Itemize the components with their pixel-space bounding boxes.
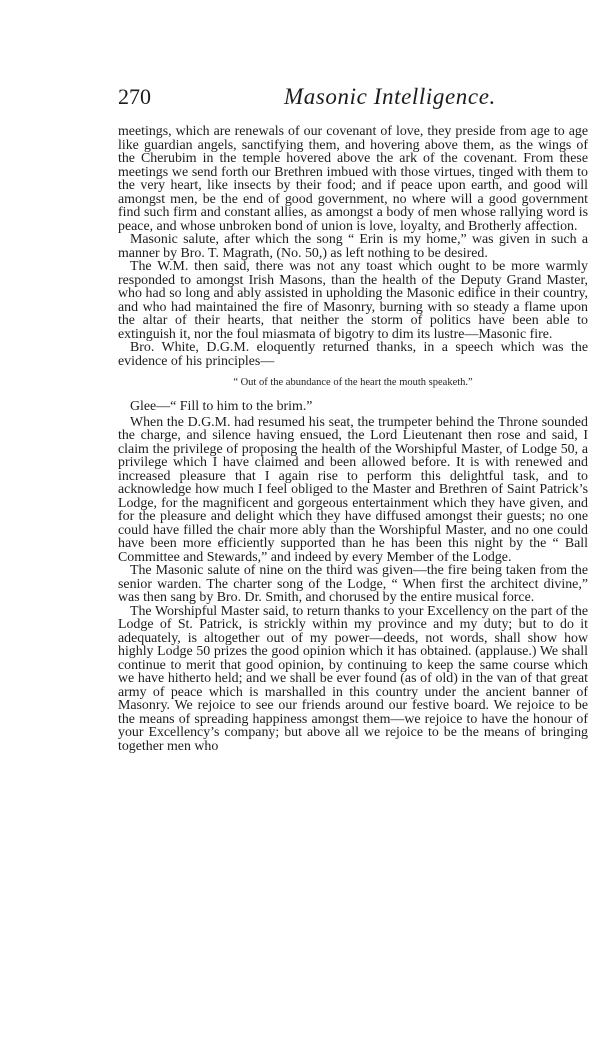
paragraph-worshipful-master-reply: The Worshipful Master said, to return thanks to your Excellency on the part of the Lodge of St. Patrick, is strickly within my province and my duty; but to do it adequately, is altogether out of my power—deeds, not words, shall show how highly Lodge 50 prizes the good opinion which it has obtained. (applause.) We shall continue to merit that good opinion, by continuing to keep the same course which we have hitherto held; and we shall be ever found (as of old) in the van of that great army of peace which is marshalled in this country under the ancient banner of Masonry. We rejoice to see our friends around our festive board. We rejoice to be the means of spreading happiness amongst them—we rejoice to have the honour of your Excellency’s company; but above all we rejoice to be the means of bringing together men who (118, 603, 588, 754)
page-body (118, 125, 588, 753)
quotation: “ Out of the abundance of the heart the mouth speaketh.” (233, 377, 473, 388)
paragraph-lord-lieutenant-speech: When the D.G.M. had resumed his seat, the trumpeter behind the Throne sounded the charge, and silence having ensued, the Lord Lieutenant then rose and said, I claim the privilege of proposing the health of the Worshipful Master, of Lodge 50, a privilege which I have claimed and been allowed before. It is with renewed and increased pleasure that I again rise to perform this delightful task, and to acknowledge how much I feel obliged to the Master and Brethren of Saint Patrick’s Lodge, for the magnificent and gorgeous entertainment which they have given, and for the pleasure and delight which they have diffused amongst their guests; no one could have filled the chair more ably than the Worshipful Master, and no one could have been more efficiently supported than he has been this night by the “ Ball Committee and Stewards,” and indeed by every Member of the Lodge. (118, 414, 588, 565)
page-number: 270 (118, 84, 151, 109)
paragraph-glee: Glee—“ Fill to him to the brim.” (130, 399, 313, 414)
page-header (118, 84, 588, 114)
paragraph-meetings: meetings, which are renewals of our covenant of love, they preside from age to age like guardian angels, sanctifying them, and hovering above them, as the wings of the Cherubim in the temple hovered above the ark of the covenant. From these meetings we send forth our Brethren imbued with those virtues, tinged with them to the very heart, like insects by their food; and if peace upon earth, and good will amongst men, be the end of good government, no where will a good government find such firm and constant allies, as amongst a body of men whose rallying word is peace, and whose unbroken bond of union is love, loyalty, and Brotherly affection. (118, 124, 588, 234)
paragraph-masonic-salute-song: Masonic salute, after which the song “ Erin is my home,” was given in such a manner by Bro. T. Magrath, (No. 50,) as left nothing to be desired. (118, 232, 588, 261)
running-title: Masonic Intelligence. (284, 84, 496, 109)
paragraph-salute-charter-song: The Masonic salute of nine on the third was given—the fire being taken from the senior warden. The charter song of the Lodge, “ When first the architect divine,” was then sang by Bro. Dr. Smith, and chorused by the entire musical force. (118, 563, 588, 605)
paragraph-bro-white-reply: Bro. White, D.G.M. eloquently returned thanks, in a speech which was the evidence of his principles— (118, 340, 588, 369)
paragraph-deputy-grand-master-toast: The W.M. then said, there was not any toast which ought to be more warmly responded to amongst Irish Masons, than the health of the Deputy Grand Master, who had so long and ably assisted in upholding the Masonic edifice in their country, and who had maintained the fire of Masonry, burning with so steady a flame upon the altar of their hearts, that neither the storm of politics have been able to extinguish it, nor the foul miasmata of bigotry to dim its lustre—Masonic fire. (118, 259, 588, 342)
